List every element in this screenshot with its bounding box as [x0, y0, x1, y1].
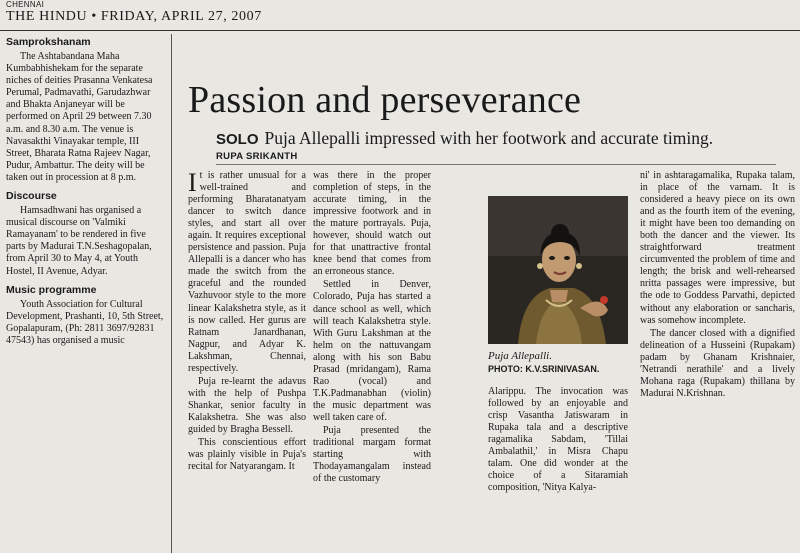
dancer-photo-illustration — [488, 196, 628, 344]
masthead-rule — [0, 30, 800, 31]
section-title: Samprokshanam — [6, 36, 91, 48]
section-body: Youth Association for Cultural Development, Prashanti, 10, 5th Street, Gopalapuram, (Ph: 2811 3697/92831 47543) has organised a music — [6, 298, 164, 346]
article-column-1 — [188, 170, 306, 553]
paragraph: Puja presented the traditional margam format starting with Thodayamangalam instead of the customary — [313, 424, 431, 485]
paragraph: Alarippu. The invocation was followed by an enjoyable and crisp Vasantha Jatiswaram in Rupaka tala and a descriptive ragamalika Sabdam, 'Tillai Ambalathil,' in Misra Chapu talam. One did wonder at the choice of a Sitaramiah composition, 'Nitya Kalya- — [488, 386, 628, 494]
article-column-2 — [313, 170, 431, 553]
article-column-3 — [488, 386, 628, 553]
photo-caption-block — [488, 350, 628, 375]
sidebar-section-music-programme — [6, 284, 166, 347]
photo-caption: Puja Allepalli. — [488, 350, 552, 362]
masthead-title: THE HINDU • FRIDAY, APRIL 27, 2007 — [6, 9, 262, 24]
deck-kicker: SOLO — [216, 131, 259, 148]
paragraph: This conscientious effort was plainly visible in Puja's recital for Natyarangam. It — [188, 437, 306, 473]
sidebar-section-samprokshanam — [6, 36, 166, 184]
paragraph: was there in the proper completion of steps, in the accurate timing, in the impressive footwork and in the mature portrayals. Puja, however, should watch out for that unattractive frontal knee bend that comes from an erroneous stance. — [313, 170, 431, 278]
photo-credit: PHOTO: K.V.SRINIVASAN. — [488, 364, 600, 374]
paragraph: Settled in Denver, Colorado, Puja has started a dance school as well, which will teach Kalakshetra style. With Guru Lakshman at the helm on the nattuvangam along with his son Babu Prasad (mridangam), Rama Rao (vocal) and T.K.Padmanabhan (violin) the music department was well taken care of. — [313, 279, 431, 423]
byline-rule — [216, 164, 776, 165]
masthead-city: CHENNAI — [6, 0, 45, 9]
paragraph: ni' in ashtaragamalika, Rupaka talam, in place of the varnam. It is considered a heavy piece on its own and as the fourth item of the evening, it might have been too demanding on both the dancer and the viewer. Its straightforward treatment circumvented the problem of time and length; the brisk and well-rehearsed nritta passages were impressive, but the ode to Goddess Parvathi, depicted without any elaboration or sancharis, was somehow incomplete. — [640, 170, 795, 326]
sidebar-section-discourse — [6, 190, 166, 278]
article-column-4 — [640, 170, 795, 553]
deck-text: Puja Allepalli impressed with her footwork and accurate timing. — [264, 128, 714, 148]
article-byline: RUPA SRIKANTH — [216, 151, 298, 162]
dancer-photo — [488, 196, 628, 344]
drop-cap: I — [188, 170, 197, 197]
paragraph: It is rather unusual for a well-trained and performing Bharatanatyam dancer to switch dance styles, and start all over again. It requires exceptional persistence and passion. Puja Allepalli is a dancer who has made the switch from the graceful and the rounded Vazhuvoor style to the more linear Kalakshetra style, as it is now called. Her gurus are Ratnam Janardhanan, Nagpur, and Adyar K. Lakshman, Chennai, respectively. — [188, 170, 306, 374]
section-body: The Ashtabandana Maha Kumbabhishekam for the separate niches of deities Prasanna Venkatesa Perumal, Padmavathi, Garudazhwar and Bhakta Anjaneyar will be performed on April 29 between 7.30 a.m. and 8.30 a.m. The venue is Navasakthi Vinayakar temple, III Street, Bharata Ratna Rajeev Nagar, Pudur, Ambattur. The deity will be taken out in procession at 8 p.m. — [6, 51, 153, 183]
paragraph: The dancer closed with a dignified delineation of a Husseini (Rupakam) padam by Ghanam Krishnaier, 'Netrandi nerathile' and a lively Mohana raga (Rupakam) thillana by Madurai N.Krishnan. — [640, 327, 795, 399]
section-body: Hamsadhwani has organised a musical discourse on 'Valmiki Ramayanam' to be rendered in five parts by Madurai T.N.Seshagopalan, from April 30 to May 4, at Youth Hostel, II Avenue, Adyar. — [6, 205, 152, 277]
sidebar-listings — [6, 34, 166, 550]
paragraph: Puja re-learnt the adavus with the help of Pushpa Shankar, senior faculty in Kalakshetra. She was also guided by Bragha Bessell. — [188, 375, 306, 435]
article-headline: Passion and perseverance — [188, 79, 582, 121]
column-divider — [171, 34, 172, 553]
section-title: Discourse — [6, 190, 57, 203]
article-deck — [216, 128, 713, 149]
section-title: Music programme — [6, 283, 97, 296]
